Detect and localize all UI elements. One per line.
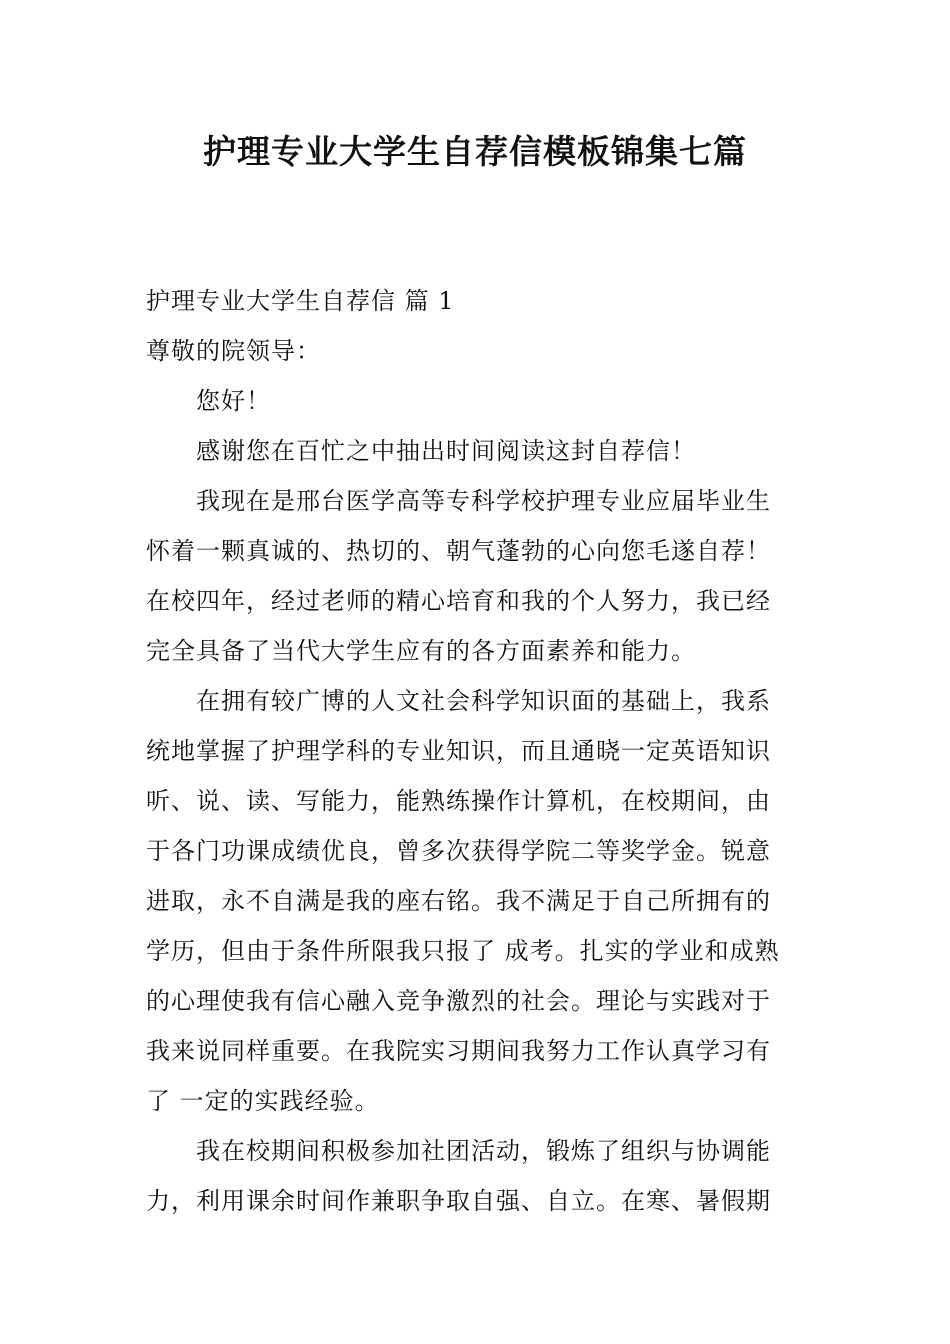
- document-body: [146, 276, 808, 1226]
- paragraph-line: 我现在是邢台医学高等专科学校护理专业应届毕业生: [196, 487, 771, 515]
- paragraph-line: 的心理使我有信心融入竞争激烈的社会。理论与实践对于: [146, 987, 771, 1015]
- paragraph-line: 怀着一颗真诚的、热切的、朝气蓬勃的心向您毛遂自荐！: [146, 537, 771, 565]
- paragraph-line: 我在校期间积极参加社团活动，锻炼了组织与协调能: [196, 1137, 771, 1165]
- greeting-line: 您好！: [196, 387, 271, 415]
- paragraph-line: 听、说、读、写能力，能熟练操作计算机，在校期间，由: [146, 787, 771, 815]
- document-title: 护理专业大学生自荐信模板锦集七篇: [203, 132, 747, 171]
- paragraph-line: 我来说同样重要。在我院实习期间我努力工作认真学习有: [146, 1037, 771, 1065]
- paragraph-line: 统地掌握了护理学科的专业知识，而且通晓一定英语知识: [146, 737, 771, 765]
- paragraph-line: 在拥有较广博的人文社会科学知识面的基础上，我系: [196, 687, 771, 715]
- paragraph-line: 进取，永不自满是我的座右铭。我不满足于自己所拥有的: [146, 887, 771, 915]
- paragraph-line: 力，利用课余时间作兼职争取自强、自立。在寒、暑假期: [146, 1187, 771, 1215]
- paragraph-line: 了 一定的实践经验。: [146, 1087, 380, 1115]
- paragraph-line: 在校四年，经过老师的精心培育和我的个人努力，我已经: [146, 587, 771, 615]
- section-heading: 护理专业大学生自荐信 篇 1: [146, 287, 455, 315]
- paragraph-line: 于各门功课成绩优良，曾多次获得学院二等奖学金。锐意: [146, 837, 771, 865]
- paragraph-line: 完全具备了当代大学生应有的各方面素养和能力。: [146, 637, 696, 665]
- paragraph-line: 学历，但由于条件所限我只报了 成考。扎实的学业和成熟: [146, 937, 780, 965]
- salutation: 尊敬的院领导：: [146, 337, 321, 365]
- thanks-line: 感谢您在百忙之中抽出时间阅读这封自荐信！: [196, 437, 696, 465]
